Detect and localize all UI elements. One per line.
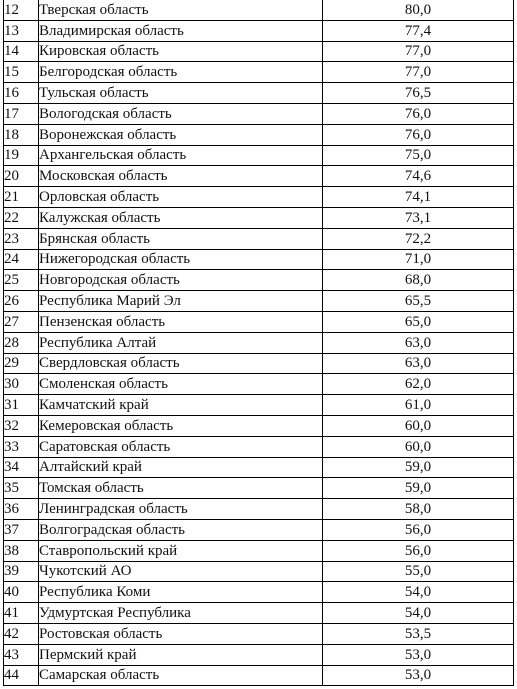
row-number-cell: 38 <box>4 540 39 561</box>
value-cell: 54,0 <box>323 582 514 603</box>
table-row <box>4 415 514 436</box>
table-row <box>4 374 514 395</box>
region-name-cell: Республика Коми <box>39 582 323 603</box>
row-number-cell: 23 <box>4 228 39 249</box>
row-number-cell: 14 <box>4 41 39 62</box>
table-row <box>4 353 514 374</box>
table-row <box>4 644 514 665</box>
row-number-cell: 42 <box>4 623 39 644</box>
table-row <box>4 603 514 624</box>
row-number-cell: 31 <box>4 395 39 416</box>
row-number-cell: 26 <box>4 291 39 312</box>
value-cell: 77,4 <box>323 20 514 41</box>
row-number-cell: 33 <box>4 436 39 457</box>
region-name-cell: Томская область <box>39 478 323 499</box>
table-row <box>4 145 514 166</box>
row-number-cell: 12 <box>4 0 39 20</box>
value-cell: 54,0 <box>323 603 514 624</box>
region-name-cell: Брянская область <box>39 228 323 249</box>
region-name-cell: Кемеровская область <box>39 415 323 436</box>
row-number-cell: 20 <box>4 166 39 187</box>
table-row <box>4 478 514 499</box>
value-cell: 53,0 <box>323 644 514 665</box>
region-name-cell: Ростовская область <box>39 623 323 644</box>
table-row <box>4 457 514 478</box>
value-cell: 73,1 <box>323 207 514 228</box>
row-number-cell: 30 <box>4 374 39 395</box>
region-name-cell: Пензенская область <box>39 311 323 332</box>
region-name-cell: Волгоградская область <box>39 519 323 540</box>
region-name-cell: Орловская область <box>39 187 323 208</box>
table-row <box>4 623 514 644</box>
row-number-cell: 44 <box>4 665 39 686</box>
row-number-cell: 24 <box>4 249 39 270</box>
region-name-cell: Саратовская область <box>39 436 323 457</box>
value-cell: 59,0 <box>323 478 514 499</box>
table-row <box>4 0 514 20</box>
table-row <box>4 311 514 332</box>
value-cell: 71,0 <box>323 249 514 270</box>
region-name-cell: Белгородская область <box>39 62 323 83</box>
table-row <box>4 540 514 561</box>
value-cell: 55,0 <box>323 561 514 582</box>
table-row <box>4 665 514 686</box>
value-cell: 68,0 <box>323 270 514 291</box>
region-name-cell: Ставропольский край <box>39 540 323 561</box>
row-number-cell: 28 <box>4 332 39 353</box>
value-cell: 60,0 <box>323 415 514 436</box>
region-name-cell: Владимирская область <box>39 20 323 41</box>
region-name-cell: Тульская область <box>39 83 323 104</box>
table-row <box>4 41 514 62</box>
table-row <box>4 436 514 457</box>
row-number-cell: 34 <box>4 457 39 478</box>
value-cell: 72,2 <box>323 228 514 249</box>
region-name-cell: Кировская область <box>39 41 323 62</box>
row-number-cell: 21 <box>4 187 39 208</box>
table-row <box>4 395 514 416</box>
value-cell: 62,0 <box>323 374 514 395</box>
region-table-body <box>4 0 514 686</box>
value-cell: 80,0 <box>323 0 514 20</box>
row-number-cell: 25 <box>4 270 39 291</box>
table-row <box>4 561 514 582</box>
table-row <box>4 582 514 603</box>
region-name-cell: Нижегородская область <box>39 249 323 270</box>
value-cell: 58,0 <box>323 499 514 520</box>
region-name-cell: Республика Марий Эл <box>39 291 323 312</box>
value-cell: 63,0 <box>323 353 514 374</box>
row-number-cell: 40 <box>4 582 39 603</box>
table-row <box>4 499 514 520</box>
region-name-cell: Смоленская область <box>39 374 323 395</box>
region-name-cell: Пермский край <box>39 644 323 665</box>
table-row <box>4 166 514 187</box>
region-name-cell: Калужская область <box>39 207 323 228</box>
value-cell: 75,0 <box>323 145 514 166</box>
value-cell: 53,0 <box>323 665 514 686</box>
row-number-cell: 19 <box>4 145 39 166</box>
value-cell: 77,0 <box>323 62 514 83</box>
table-row <box>4 207 514 228</box>
row-number-cell: 36 <box>4 499 39 520</box>
table-row <box>4 187 514 208</box>
value-cell: 74,6 <box>323 166 514 187</box>
value-cell: 61,0 <box>323 395 514 416</box>
value-cell: 76,0 <box>323 124 514 145</box>
value-cell: 76,5 <box>323 83 514 104</box>
region-name-cell: Тверская область <box>39 0 323 20</box>
value-cell: 53,5 <box>323 623 514 644</box>
row-number-cell: 41 <box>4 603 39 624</box>
region-name-cell: Чукотский АО <box>39 561 323 582</box>
table-row <box>4 20 514 41</box>
row-number-cell: 22 <box>4 207 39 228</box>
region-name-cell: Свердловская область <box>39 353 323 374</box>
row-number-cell: 18 <box>4 124 39 145</box>
row-number-cell: 32 <box>4 415 39 436</box>
region-name-cell: Республика Алтай <box>39 332 323 353</box>
row-number-cell: 43 <box>4 644 39 665</box>
region-name-cell: Алтайский край <box>39 457 323 478</box>
value-cell: 56,0 <box>323 519 514 540</box>
table-row <box>4 124 514 145</box>
row-number-cell: 35 <box>4 478 39 499</box>
table-row <box>4 291 514 312</box>
region-name-cell: Камчатский край <box>39 395 323 416</box>
value-cell: 77,0 <box>323 41 514 62</box>
value-cell: 59,0 <box>323 457 514 478</box>
table-row <box>4 519 514 540</box>
region-name-cell: Новгородская область <box>39 270 323 291</box>
region-name-cell: Удмуртская Республика <box>39 603 323 624</box>
region-table <box>3 0 514 686</box>
value-cell: 60,0 <box>323 436 514 457</box>
table-row <box>4 83 514 104</box>
value-cell: 76,0 <box>323 103 514 124</box>
row-number-cell: 17 <box>4 103 39 124</box>
region-name-cell: Самарская область <box>39 665 323 686</box>
row-number-cell: 37 <box>4 519 39 540</box>
table-row <box>4 332 514 353</box>
value-cell: 56,0 <box>323 540 514 561</box>
value-cell: 65,5 <box>323 291 514 312</box>
row-number-cell: 13 <box>4 20 39 41</box>
region-name-cell: Московская область <box>39 166 323 187</box>
table-row <box>4 62 514 83</box>
table-row <box>4 103 514 124</box>
region-name-cell: Ленинградская область <box>39 499 323 520</box>
table-row <box>4 270 514 291</box>
value-cell: 65,0 <box>323 311 514 332</box>
table-row <box>4 228 514 249</box>
value-cell: 63,0 <box>323 332 514 353</box>
value-cell: 74,1 <box>323 187 514 208</box>
region-name-cell: Воронежская область <box>39 124 323 145</box>
region-name-cell: Архангельская область <box>39 145 323 166</box>
row-number-cell: 39 <box>4 561 39 582</box>
region-name-cell: Вологодская область <box>39 103 323 124</box>
row-number-cell: 16 <box>4 83 39 104</box>
row-number-cell: 15 <box>4 62 39 83</box>
row-number-cell: 29 <box>4 353 39 374</box>
row-number-cell: 27 <box>4 311 39 332</box>
table-row <box>4 249 514 270</box>
